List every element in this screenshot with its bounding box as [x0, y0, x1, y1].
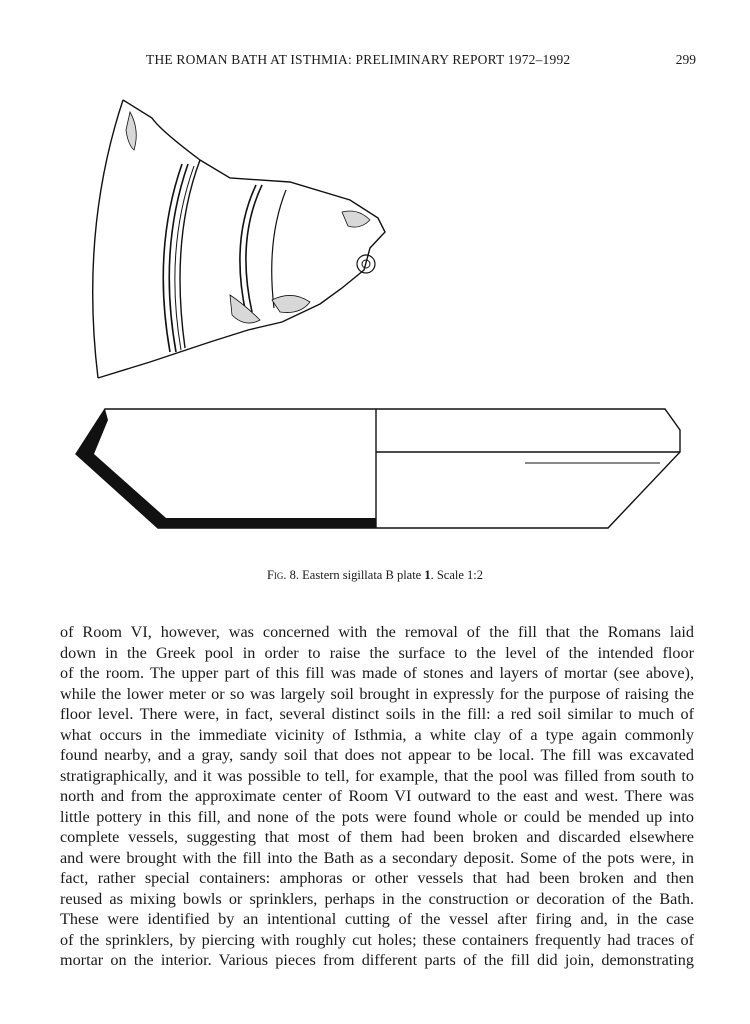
text-line: complete vessels, suggesting that most of them had been broken and discarded elsewhere	[60, 828, 694, 846]
plate-drawing-illustration	[60, 90, 700, 540]
figure-caption-catalog-number: 1	[424, 568, 431, 582]
text-line: down in the Greek pool in order to raise the surface to the level of the intended floor	[60, 643, 694, 662]
text-line: These were identified by an intentional cutting of the vessel after firing and, in the case	[60, 910, 694, 928]
text-line: mortar on the interior. Various pieces from different parts of the fill did join, demonstrating	[60, 951, 694, 969]
running-head	[60, 52, 696, 72]
text-line: floor level. There were, in fact, several distinct soils in the fill: a red soil similar to much of	[60, 705, 694, 723]
plate-fragment-top-view	[93, 100, 385, 378]
page-number: 299	[675, 52, 696, 67]
text-line: what occurs in the immediate vicinity of Isthmia, a white clay of a type again commonly	[60, 725, 694, 744]
figure-plate-drawing	[60, 90, 700, 540]
figure-caption-label: Fig. 8.	[266, 568, 300, 582]
text-line: fact, rather special containers: amphoras or other vessels that had been broken and then	[60, 869, 694, 887]
body-paragraph	[60, 622, 694, 971]
text-line: of Room VI, however, was concerned with the removal of the fill that the Romans laid	[60, 623, 694, 641]
text-line: of the room. The upper part of this fill was made of stones and layers of mortar (see above),	[60, 664, 694, 682]
running-head-title: THE ROMAN BATH AT ISTHMIA: PRELIMINARY REPORT 1972–1992	[146, 52, 571, 67]
text-line: stratigraphically, and it was possible to tell, for example, that the pool was filled from south to	[60, 766, 694, 785]
text-line: north and from the approximate center of Room VI outward to the east and west. There was	[60, 787, 694, 805]
text-line: of the sprinklers, by piercing with roughly cut holes; these containers frequently had traces of	[60, 930, 694, 949]
plate-profile-section-view	[76, 409, 680, 528]
figure-caption	[0, 568, 750, 583]
text-line: little pottery in this fill, and none of the pots were found whole or could be mended up into	[60, 807, 694, 826]
figure-caption-scale: . Scale 1:2	[430, 568, 484, 582]
figure-caption-text: Eastern sigillata B plate	[299, 568, 425, 582]
text-line: found nearby, and a gray, sandy soil that does not appear to be local. The fill was excavated	[60, 746, 694, 764]
text-line: while the lower meter or so was largely soil brought in expressly for the purpose of raising the	[60, 684, 694, 703]
text-line: and were brought with the fill into the Bath as a secondary deposit. Some of the pots were, in	[60, 848, 694, 867]
text-line: reused as mixing bowls or sprinklers, perhaps in the construction or decoration of the Bath.	[60, 889, 694, 908]
